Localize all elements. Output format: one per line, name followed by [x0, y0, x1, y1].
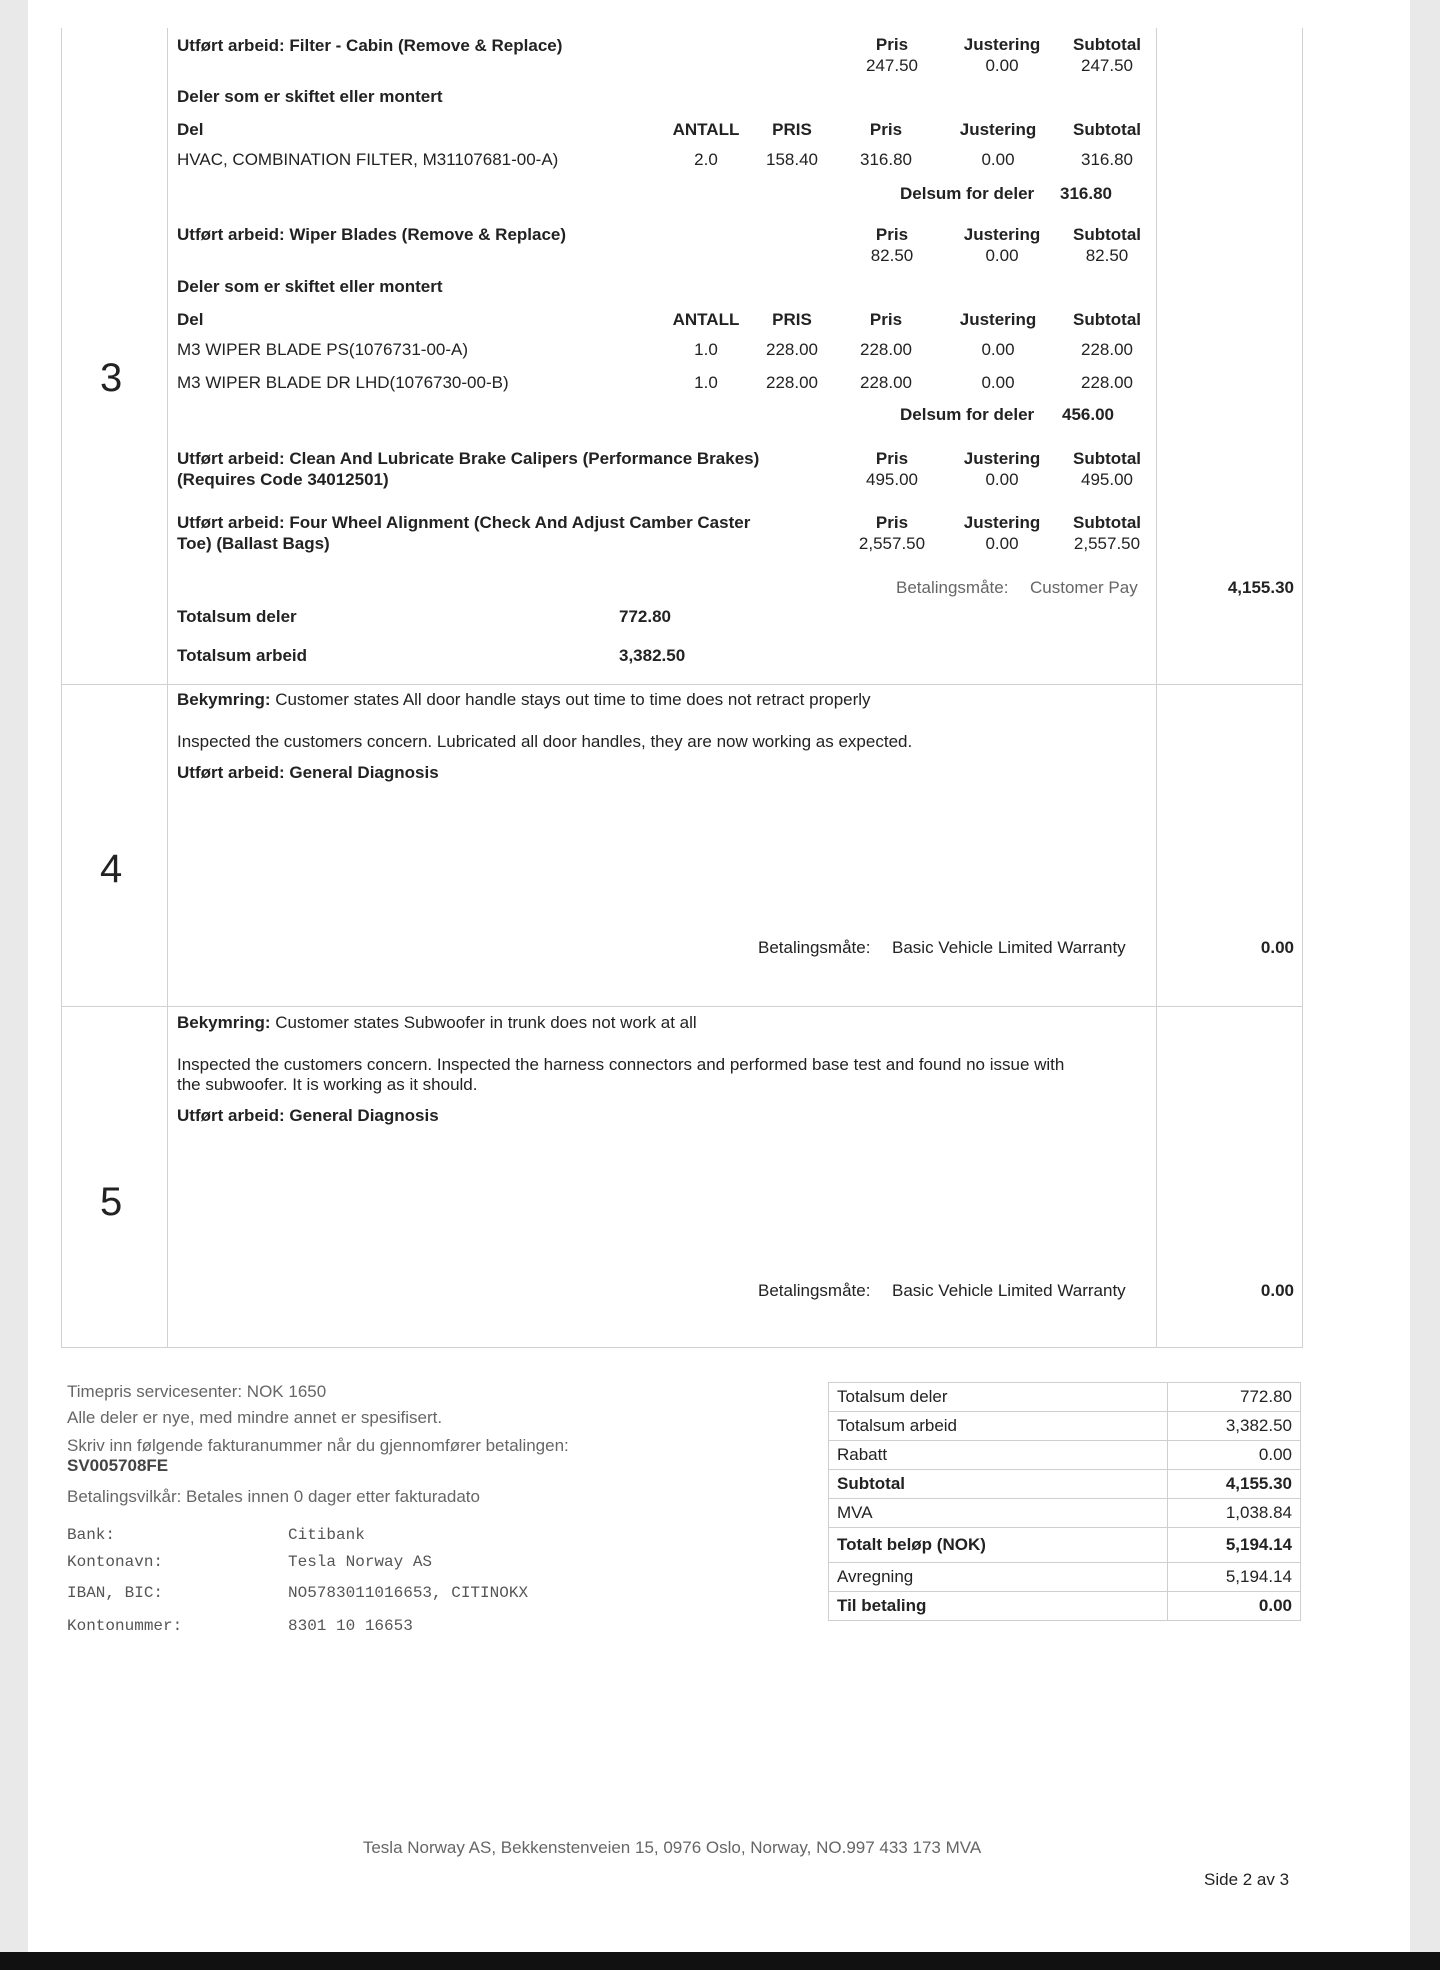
- grid-left: [61, 28, 62, 1348]
- totals-label: Avregning: [829, 1563, 1168, 1592]
- col-subtotal-header: Subtotal: [1073, 225, 1141, 244]
- totals-value: 1,038.84: [1168, 1499, 1301, 1528]
- total-labor-value: 3,382.50: [619, 646, 686, 665]
- parts-col-antall: ANTALL: [672, 120, 740, 139]
- part-pris: 228.00: [860, 340, 912, 359]
- part-subtotal: 228.00: [1081, 340, 1133, 359]
- col-pris-header: Pris: [875, 449, 909, 468]
- delsum-value: 456.00: [1062, 405, 1114, 424]
- section-number: 3: [100, 356, 123, 400]
- bank-value: Citibank: [288, 1526, 365, 1544]
- job-pris: 82.50: [870, 246, 914, 265]
- account-name-value: Tesla Norway AS: [288, 1553, 433, 1571]
- parts-col-subtotal: Subtotal: [1073, 120, 1141, 139]
- part-name: M3 WIPER BLADE DR LHD(1076730-00-B): [177, 373, 509, 392]
- payment-total: 4,155.30: [1227, 578, 1294, 597]
- part-justering: 0.00: [981, 373, 1015, 392]
- totals-label: Totalsum deler: [829, 1383, 1168, 1412]
- iban-bic-label: IBAN, BIC:: [67, 1584, 164, 1602]
- parts-col-pris: Pris: [869, 120, 903, 139]
- payment-method: Customer Pay: [1030, 578, 1138, 597]
- col-justering-header: Justering: [963, 449, 1041, 468]
- job-subtotal: 82.50: [1085, 246, 1129, 265]
- col-subtotal-header: Subtotal: [1073, 449, 1141, 468]
- totals-value: 4,155.30: [1168, 1470, 1301, 1499]
- finding-text: Inspected the customers concern. Inspected the harness connectors and performed base test and found no issue with: [177, 1055, 1065, 1074]
- delsum-label: Delsum for deler: [900, 184, 1035, 203]
- parts-col-del: Del: [177, 310, 204, 329]
- totals-row: [829, 1383, 1301, 1412]
- grid-num-divider: [167, 28, 168, 1348]
- totals-value: 0.00: [1168, 1592, 1301, 1621]
- delsum-label: Delsum for deler: [900, 405, 1035, 424]
- job-justering: 0.00: [985, 470, 1019, 489]
- delsum-value: 316.80: [1060, 184, 1112, 203]
- concern-text: Customer states All door handle stays out time to time does not retract properly: [275, 690, 871, 709]
- total-labor-label: Totalsum arbeid: [177, 646, 308, 665]
- finding-text: Inspected the customers concern. Lubricated all door handles, they are now working as expected.: [177, 732, 913, 751]
- totals-row: [829, 1470, 1301, 1499]
- job-pris: 2,557.50: [858, 534, 926, 553]
- section-number: 5: [100, 1180, 123, 1224]
- totals-label: Subtotal: [829, 1470, 1168, 1499]
- payment-method-label: Betalingsmåte:: [758, 1281, 871, 1300]
- page-number: Side 2 av 3: [1204, 1870, 1290, 1889]
- part-pris: 228.00: [860, 373, 912, 392]
- parts-col-pris: Pris: [869, 310, 903, 329]
- totals-row: [829, 1499, 1301, 1528]
- totals-row: [829, 1528, 1301, 1563]
- part-pris: 316.80: [860, 150, 912, 169]
- hourly-rate: Timepris servicesenter: NOK 1650: [67, 1382, 327, 1401]
- job-subtotal: 495.00: [1081, 470, 1133, 489]
- totals-table: [828, 1382, 1301, 1621]
- job-title: Utført arbeid: Clean And Lubricate Brake Calipers (Performance Brakes): [177, 449, 760, 468]
- finding-text-line2: the subwoofer. It is working as it should.: [177, 1075, 478, 1094]
- concern-row: [177, 1013, 697, 1033]
- totals-label: MVA: [829, 1499, 1168, 1528]
- part-justering: 0.00: [981, 150, 1015, 169]
- job-subtotal: 2,557.50: [1073, 534, 1141, 553]
- bank-label: Bank:: [67, 1526, 116, 1544]
- payment-terms: Betalingsvilkår: Betales innen 0 dager etter fakturadato: [67, 1487, 480, 1506]
- parts-col-justering: Justering: [959, 310, 1037, 329]
- part-antall: 1.0: [694, 373, 718, 392]
- parts-col-subtotal: Subtotal: [1073, 310, 1141, 329]
- concern-text: Customer states Subwoofer in trunk does not work at all: [275, 1013, 697, 1032]
- totals-value: 772.80: [1168, 1383, 1301, 1412]
- parts-heading: Deler som er skiftet eller montert: [177, 277, 443, 296]
- part-unit-price: 158.40: [766, 150, 818, 169]
- job-justering: 0.00: [985, 56, 1019, 75]
- iban-bic-value: NO5783011016653, CITINOKX: [288, 1584, 529, 1602]
- account-number-value: 8301 10 16653: [288, 1617, 413, 1635]
- part-unit-price: 228.00: [766, 373, 818, 392]
- job-title: Utført arbeid: Filter - Cabin (Remove & Replace): [177, 36, 563, 55]
- totals-row: [829, 1412, 1301, 1441]
- totals-label: Totalt beløp (NOK): [829, 1528, 1168, 1563]
- totals-row: [829, 1563, 1301, 1592]
- payment-method-label: Betalingsmåte:: [896, 578, 1009, 597]
- concern-label: Bekymring:: [177, 1013, 271, 1032]
- totals-value: 5,194.14: [1168, 1563, 1301, 1592]
- bottom-bar: [0, 1952, 1440, 1970]
- invoice-note: Skriv inn følgende fakturanummer når du gjennomfører betalingen:: [67, 1436, 569, 1455]
- job-title-line2: Toe) (Ballast Bags): [177, 534, 330, 553]
- part-antall: 1.0: [694, 340, 718, 359]
- part-subtotal: 316.80: [1081, 150, 1133, 169]
- job-title: Utført arbeid: Wiper Blades (Remove & Replace): [177, 225, 567, 244]
- col-subtotal-header: Subtotal: [1073, 35, 1141, 54]
- col-justering-header: Justering: [963, 225, 1041, 244]
- parts-col-pris-unit: PRIS: [772, 120, 812, 139]
- totals-value: 0.00: [1168, 1441, 1301, 1470]
- part-antall: 2.0: [694, 150, 718, 169]
- job-subtotal: 247.50: [1081, 56, 1133, 75]
- totals-label: Totalsum arbeid: [829, 1412, 1168, 1441]
- totals-label: Rabatt: [829, 1441, 1168, 1470]
- totals-label: Til betaling: [829, 1592, 1168, 1621]
- payment-total: 0.00: [1260, 1281, 1294, 1300]
- concern-label: Bekymring:: [177, 690, 271, 709]
- grid-bottom: [61, 1347, 1303, 1348]
- parts-col-del: Del: [177, 120, 204, 139]
- company-footer: Tesla Norway AS, Bekkenstenveien 15, 0976 Oslo, Norway, NO.997 433 173 MVA: [362, 1838, 982, 1857]
- total-parts-value: 772.80: [619, 607, 671, 626]
- job-justering: 0.00: [985, 534, 1019, 553]
- totals-value: 3,382.50: [1168, 1412, 1301, 1441]
- job-pris: 495.00: [866, 470, 918, 489]
- totals-value: 5,194.14: [1168, 1528, 1301, 1563]
- part-subtotal: 228.00: [1081, 373, 1133, 392]
- work-performed: Utført arbeid: General Diagnosis: [177, 763, 439, 782]
- grid-right: [1302, 28, 1303, 1348]
- payment-method: Basic Vehicle Limited Warranty: [892, 938, 1126, 957]
- part-name: M3 WIPER BLADE PS(1076731-00-A): [177, 340, 469, 359]
- col-pris-header: Pris: [875, 225, 909, 244]
- account-name-label: Kontonavn:: [67, 1553, 164, 1571]
- account-number-label: Kontonummer:: [67, 1617, 183, 1635]
- parts-col-antall: ANTALL: [672, 310, 740, 329]
- part-name: HVAC, COMBINATION FILTER, M31107681-00-A): [177, 150, 559, 169]
- totals-row: [829, 1441, 1301, 1470]
- job-title: Utført arbeid: Four Wheel Alignment (Check And Adjust Camber Caster: [177, 513, 751, 532]
- grid-row-4-top: [61, 684, 1303, 685]
- job-justering: 0.00: [985, 246, 1019, 265]
- parts-col-justering: Justering: [959, 120, 1037, 139]
- parts-heading: Deler som er skiftet eller montert: [177, 87, 443, 106]
- work-performed: Utført arbeid: General Diagnosis: [177, 1106, 439, 1125]
- grid-row-5-top: [61, 1006, 1303, 1007]
- section-number: 4: [100, 847, 123, 891]
- col-pris-header: Pris: [875, 513, 909, 532]
- parts-col-pris-unit: PRIS: [772, 310, 812, 329]
- col-pris-header: Pris: [875, 35, 909, 54]
- payment-method: Basic Vehicle Limited Warranty: [892, 1281, 1126, 1300]
- job-pris: 247.50: [866, 56, 918, 75]
- job-title-line2: (Requires Code 34012501): [177, 470, 389, 489]
- col-subtotal-header: Subtotal: [1073, 513, 1141, 532]
- col-justering-header: Justering: [963, 513, 1041, 532]
- total-parts-label: Totalsum deler: [177, 607, 297, 626]
- concern-row: [177, 690, 871, 710]
- part-unit-price: 228.00: [766, 340, 818, 359]
- part-justering: 0.00: [981, 340, 1015, 359]
- totals-row: [829, 1592, 1301, 1621]
- payment-method-label: Betalingsmåte:: [758, 938, 871, 957]
- grid-total-divider: [1156, 28, 1157, 1348]
- parts-note: Alle deler er nye, med mindre annet er spesifisert.: [67, 1408, 443, 1427]
- payment-total: 0.00: [1260, 938, 1294, 957]
- invoice-number: SV005708FE: [67, 1456, 169, 1475]
- col-justering-header: Justering: [963, 35, 1041, 54]
